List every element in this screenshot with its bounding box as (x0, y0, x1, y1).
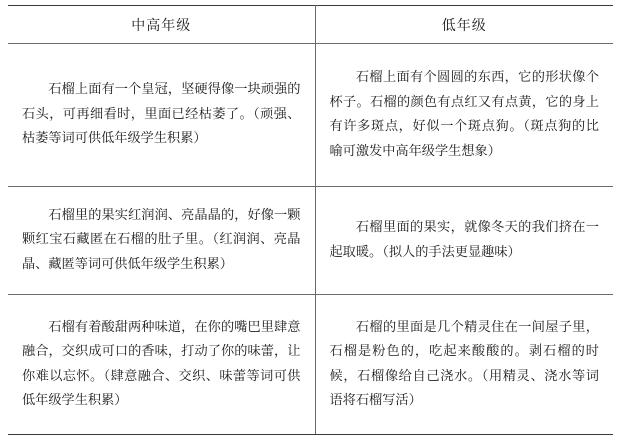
senior-text: 石榴里的果实红润润、亮晶晶的，好像一颗颗红宝石藏匿在石榴的肚子里。（红润润、亮晶晶、藏匿等词可供低年级学生积累） (22, 207, 301, 272)
junior-text: 石榴里面的果实，就像冬天的我们挤在一起取暖。（拟人的手法更显趣味） (329, 220, 599, 260)
junior-text: 石榴上面有个圆圆的东西，它的形状像个杯子。石榴的颜色有点红又有点黄，它的身上有许多斑点，好似一个斑点狗。（斑点狗的比喻可激发中高年级学生想象） (329, 70, 599, 159)
table-row (8, 44, 613, 187)
header-row (8, 6, 613, 44)
senior-text: 石榴有着酸甜两种味道，在你的嘴巴里肆意融合，交织成可口的香味，打动了你的味蕾，让你难以忘怀。（肆意融合、交织、味蕾等词可供低年级学生积累） (22, 319, 301, 408)
header-senior-grades: 中高年级 (8, 6, 315, 44)
header-junior-grades: 低年级 (315, 6, 613, 44)
junior-text: 石榴的里面是几个精灵住在一间屋子里，石榴是粉色的，吃起来酸酸的。剥石榴的时候，石榴像给自己浇水。（用精灵、浇水等词语将石榴写活） (329, 319, 599, 408)
table-cell (315, 187, 613, 295)
table-row (8, 187, 613, 295)
table-cell (315, 44, 613, 187)
table-row (8, 295, 613, 435)
comparison-table (8, 5, 613, 435)
table-cell (8, 295, 315, 435)
table-cell (315, 295, 613, 435)
senior-text: 石榴上面有一个皇冠，坚硬得像一块顽强的石头，可再细看时，里面已经枯萎了。（顽强、枯萎等词可供低年级学生积累） (22, 82, 301, 147)
table-cell (8, 44, 315, 187)
table-cell (8, 187, 315, 295)
